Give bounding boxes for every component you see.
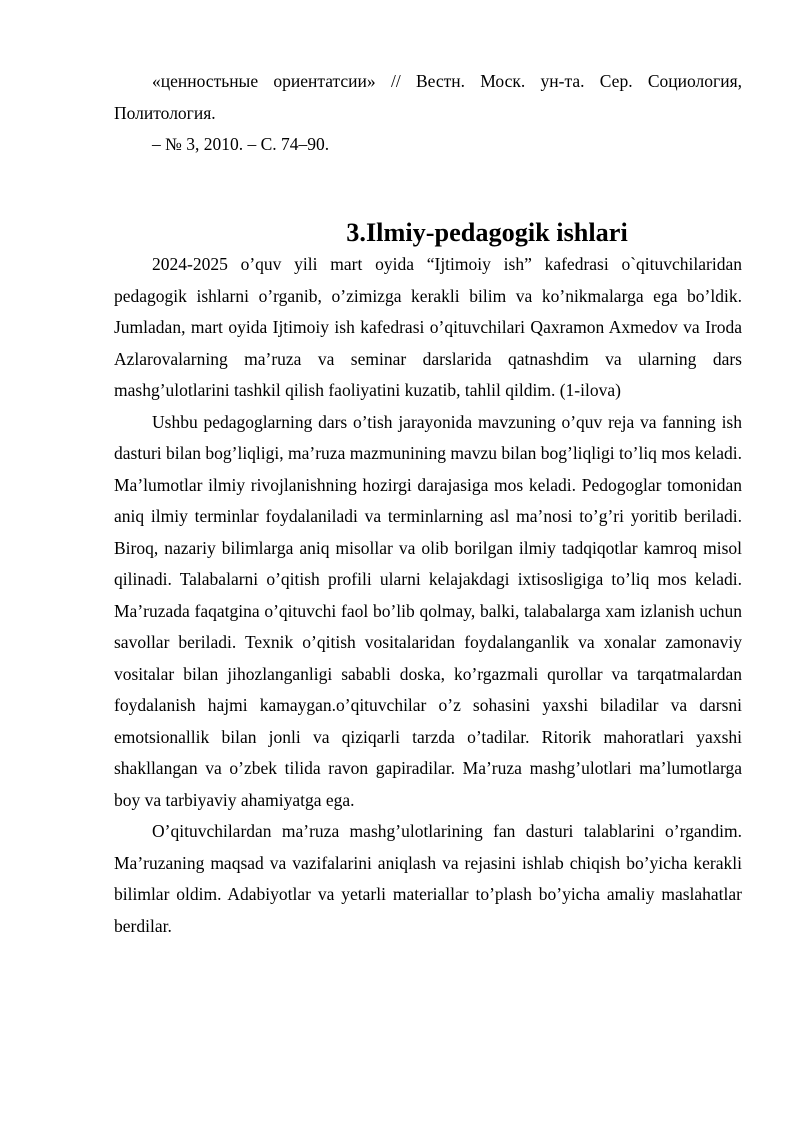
section-spacer [114,161,742,217]
paragraph: 2024-2025 o’quv yili mart oyida “Ijtimoiy ish” kafedrasi o`qituvchilaridan pedagogik ishlarni o’rganib, o’zimizga kerakli bilim va ko’nikmalarga ega bo’ldik. Jumladan, mart oyida Ijtimoiy ish kafedrasi o’qituvchilari Qaxramon Axmedov va Iroda Azlarovalarning ma’ruza va seminar darslarida qatnashdim va ularning dars mashg’ulotlarini tashkil qilish faoliyatini kuzatib, tahlil qildim. (1-ilova) [114,254,742,400]
reference-line-2: – № 3, 2010. – С. 74–90. [152,134,330,154]
paragraph: Ushbu pedagoglarning dars o’tish jarayonida mavzuning o’quv reja va fanning ish dasturi bilan bog’liqligi, ma’ruza mazmunining mavzu bilan bog’liqligi to’liq mos keladi. Ma’lumotlar ilmiy rivojlanishning hozirgi darajasiga mos keladi. Pedogoglar tomonidan aniq ilmiy terminlar foydalaniladi va terminlarning asl ma’nosi to’g’ri yoritib beriladi. Biroq, nazariy bilimlarga aniq misollar va olib borilgan ilmiy tadqiqotlar kamroq misol qilinadi. Talabalarni o’qitish profili ularni kelajakdagi ixtisosligiga to’liq mos keladi. Ma’ruzada faqatgina o’qituvchi faol bo’lib qolmay, balki, talabalarga xam izlanish uchun savollar beriladi. Texnik o’qitish vositalaridan foydalanganlik va xonalar zamonaviy vositalar bilan jihozlanganligi sababli doska, ko’rgazmali qurollar va tarqatmalardan foydalanish hajmi kamaygan.o’qituvchilar o’z sohasini yaxshi biladilar va darsni emotsionallik bilan jonli va qiziqarli tarzda o’tadilar. Ritorik mahoratlari yaxshi shakllangan va o’zbek tilida ravon gapiradilar. Ma’ruza mashg’ulotlari ma’lumotlarga boy va tarbiyaviy ahamiyatga ega. [114,411,742,810]
reference-entry [114,66,742,161]
document-page [114,66,742,942]
section-heading: 3.Ilmiy-pedagogik ishlari [346,217,628,247]
paragraph: O’qituvchilardan ma’ruza mashg’ulotlarining fan dasturi talablarini o’rgandim. Ma’ruzaning maqsad va vazifalarini aniqlash va rejasini ishlab chiqish bo’yicha kerakli bilimlar oldim. Adabiyotlar va yetarli materiallar to’plash bo’yicha amaliy maslahatlar berdilar. [114,821,742,936]
reference-line-1: «ценностьные ориентатсии» // Вестн. Моск. ун-та. Сер. Социология, Политология. [114,71,742,123]
section-body [114,249,742,942]
